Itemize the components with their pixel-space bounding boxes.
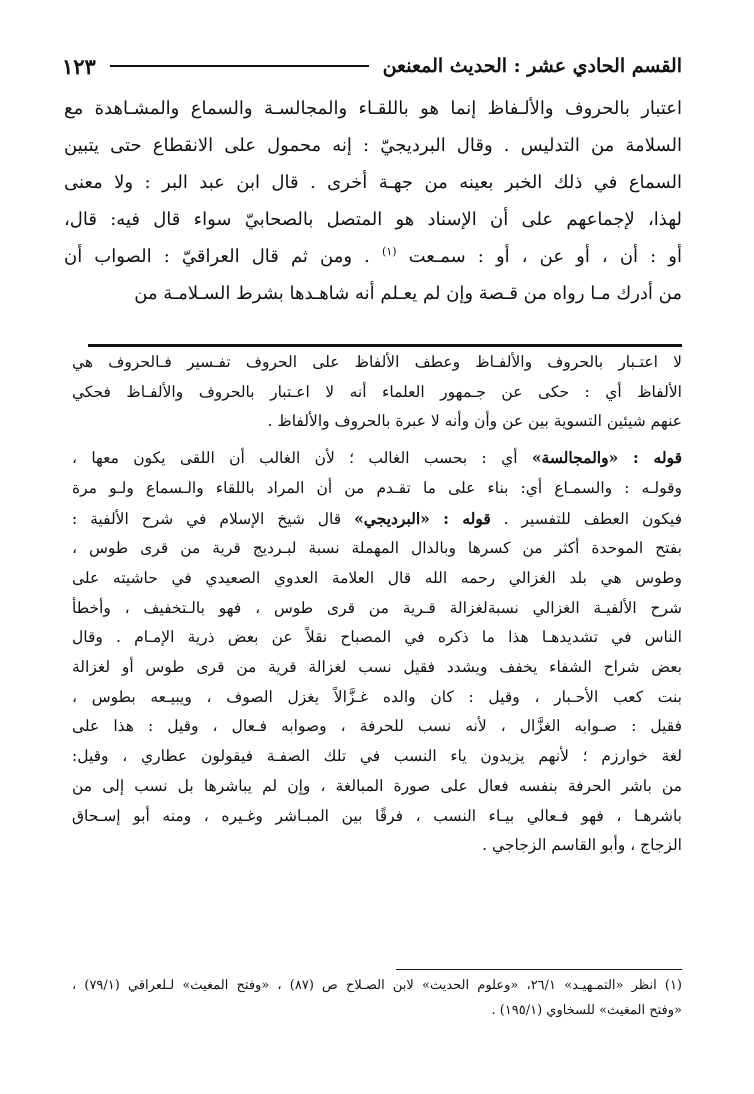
main-text — [64, 90, 682, 312]
note-line-text: فيكون العطف للتفسير . — [490, 509, 682, 528]
commentary-separator — [88, 344, 682, 347]
note-line: الألفاظ أي : حكى عن جـمهور العلماء أنه لا اعـتبار بالحروف والألفـاظ فحكي — [72, 382, 682, 401]
note-line: شرح الألفيـة الغزالي نسبةلغزالة قـرية من قرى طوس ، فهو بالـتخفيف ، وأخطأ — [72, 598, 682, 617]
footnote-separator — [396, 969, 682, 970]
note-line: لا اعتـبار بالحروف والألفـاظ وعطف الألفاظ على الحروف تفـسير فـالحروف هي — [72, 353, 682, 371]
note-line: بفتح الموحدة أكثر من كسرها وبالدال المهملة نسبة لبـرديج قرية من قرى طوس ، — [72, 539, 682, 558]
note-line: لغة خوارزم ؛ لأنهم يزيدون ياء النسب في تلك الصفـة فيقولون عطاري ، وقيل: — [72, 747, 682, 766]
main-line: من أدرك مـا رواه من قـصة وإن لم يعـلم أنه شاهـدها بشرط السـلامـة من — [134, 283, 682, 304]
note-line: الزجاج ، وأبو القاسم الزجاجي . — [482, 836, 682, 855]
note-line — [72, 443, 682, 474]
footnote — [72, 973, 682, 1023]
footnote-ref[interactable]: (١) — [381, 245, 397, 258]
note-line-text: قال شيخ الإسلام في شرح الألفية : — [72, 509, 355, 528]
page-number: ١٢٣ — [62, 53, 96, 79]
note-lemma: قوله : «والمجالسة» — [531, 448, 683, 468]
main-line: السلامة من التدليس . وقال البرديجيّ : إنه محمول على الانقطاع حتى يتبين — [64, 135, 682, 156]
note-line — [72, 504, 682, 535]
section-title: القسم الحادي عشر : الحديث المعنعن — [382, 55, 682, 77]
main-line — [64, 238, 682, 275]
note-line: عنهم شيئين التسوية بين عن وأن وأنه لا عبرة بالحروف والألفاظ . — [267, 412, 682, 431]
header-rule — [110, 65, 369, 67]
footnote-line: «وفتح المغيث» للسخاوي (١٩٥/١) . — [491, 1003, 682, 1018]
commentary-text — [72, 348, 682, 861]
main-line-text: أو : أن ، أو عن ، أو : سمـعت — [408, 246, 682, 267]
note-line: الناس في تشديدهـا هذا ما ذكره في المصباح نقلاً عن بعض ذرية الإمـام . وقال — [72, 628, 682, 647]
note-line: بعض شراح الشفاء يخفف ويشدد فقيل نسب لغزالة قرية من قرى طوس أو لغزالة — [72, 658, 682, 677]
note-line: وقولـه : والسمـاع أي: بناء على ما تقـدم من أن المراد باللقاء والـسماع ولـو مرة — [72, 478, 682, 497]
note-line: فقيل : صـوابه الغزَّال ، لأنه نسب للحرفة ، وصوابه فـعال ، وقيل : هذا على — [72, 717, 682, 736]
note-line-text: أي : بحسب الغالب ؛ لأن الغالب أن اللقى يكون معها ، — [72, 449, 532, 468]
note-lemma: قوله : «البرديجي» — [354, 508, 491, 528]
main-line: اعتبار بالحروف والألـفاظ إنما هو باللقـاء والمجالسـة والسماع والمشـاهدة مع — [64, 98, 682, 119]
note-line: بنت كعب الأحـبار ، وقيل : كان والده غـزَّالاً يغزل الصوف ، ويبيـعه بطوس ، — [72, 687, 682, 706]
running-header — [62, 46, 682, 86]
main-line-text: . ومن ثم قال العراقيّ : الصواب أن — [64, 246, 382, 267]
footnote-line: (١) انظر «التمـهيـد» ٢٦/١، «وعلوم الحديث» لابن الصـلاح ص (٨٧) ، «وفتح المغيث» لـلعراقي (٧٩/١) ، — [72, 978, 682, 993]
main-line: السماع في ذلك الخبر بعينه من جهـة أخرى . قال ابن عبد البر : ولا معنى — [64, 172, 682, 193]
note-line: باشرهـا ، فهو فـعالي بيـاء النسب ، فرقًا بين المبـاشر وغـيره ، ومنه أبو إسـحاق — [72, 806, 682, 825]
note-line: من باشر الحرفة بنفسه فعال على صورة المبالغة ، وإن لم يباشرها بل نسب إلى من — [72, 776, 682, 795]
main-line: لهذا، لإجماعهم على أن الإسناد هو المتصل بالصحابيّ سواء قال فيه: قال، — [64, 209, 682, 230]
note-line: وطوس هي بلد الغزالي رحمه الله قال العلامة العدوي الصعيدي في حاشيته على — [72, 568, 682, 587]
